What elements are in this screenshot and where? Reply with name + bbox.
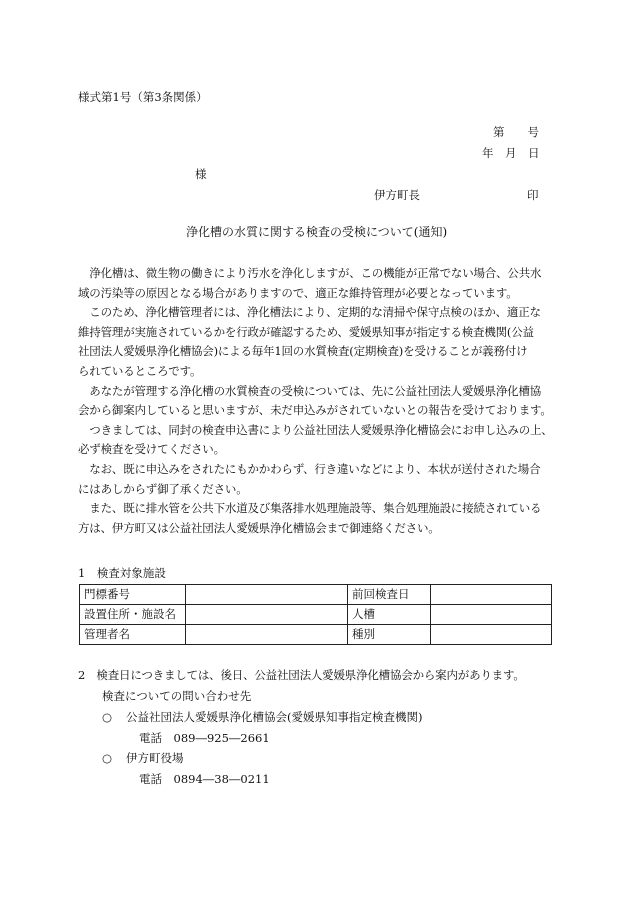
section1-heading: 1 検査対象施設: [78, 566, 166, 580]
body-line: 域の汚染等の原因となる場合がありますので、適正な維持管理が必要となっています。: [78, 285, 518, 300]
body-line: 必ず検査を受けてください。: [78, 442, 225, 457]
contact-name: 公益社団法人愛媛県浄化槽協会(愛媛県知事指定検査機関): [126, 710, 423, 724]
body-line: 浄化槽は、微生物の働きにより汚水を浄化しますが、この機能が正常でない場合、公共水: [78, 266, 542, 280]
document-date: 年 月 日: [482, 146, 540, 160]
section2-heading: 2 検査日につきましては、後日、公益社団法人愛媛県浄化槽協会から案内があります。: [78, 668, 525, 682]
body-line: なお、既に申込みをされたにもかかわらず、行き違いなどにより、本状が送付された場合: [78, 461, 541, 476]
body-line: 会から御案内していると思いますが、未だ申込みがされていないとの報告を受けております。: [78, 403, 552, 418]
contact-bullet: ○: [102, 710, 113, 724]
facility-table: [79, 584, 552, 645]
table-row: [80, 585, 552, 605]
body-line: 方は、伊方町又は公益社団法人愛媛県浄化槽協会まで御連絡ください。: [78, 520, 440, 535]
table-label: 門標番号: [80, 585, 186, 605]
table-label: 設置住所・施設名: [80, 605, 186, 625]
table-label: 人槽: [348, 605, 431, 625]
document-number: 第 号: [493, 125, 539, 139]
table-value: [431, 605, 552, 625]
addressee-suffix: 様: [195, 167, 207, 181]
body-line: あなたが管理する浄化槽の水質検査の受検については、先に公益社団法人愛媛県浄化槽協: [78, 383, 542, 398]
sender-name: 伊方町長: [374, 188, 420, 202]
body-line: にはあしからず御了承ください。: [78, 481, 248, 496]
table-label: 種別: [348, 625, 431, 645]
table-row: [80, 625, 552, 645]
body-line: られているところです。: [78, 363, 202, 378]
form-id: 様式第1号（第3条関係）: [78, 90, 208, 104]
body-line: 社団法人愛媛県浄化槽協会)による毎年1回の水質検査(定期検査)を受けることが義務付け: [78, 344, 528, 359]
body-line: また、既に排水管を公共下水道及び集落排水処理施設等、集合処理施設に接続されている: [78, 501, 542, 516]
seal-mark: 印: [527, 188, 539, 202]
contact-bullet: ○: [102, 751, 113, 765]
table-label: 管理者名: [80, 625, 186, 645]
body-line: つきましては、同封の検査申込書により公益社団法人愛媛県浄化槽協会にお申し込みの上、: [78, 422, 553, 437]
inquiry-heading: 検査についての問い合わせ先: [102, 689, 252, 703]
body-line: このため、浄化槽管理者には、浄化槽法により、定期的な清掃や保守点検のほか、適正な: [78, 305, 541, 320]
table-value: [186, 605, 348, 625]
contact-name: 伊方町役場: [126, 751, 184, 765]
contact-phone: 電話 089―925―2661: [139, 731, 270, 745]
table-label: 前回検査日: [348, 585, 431, 605]
table-row: [80, 605, 552, 625]
table-value: [186, 585, 348, 605]
contact-phone: 電話 0894―38―0211: [139, 772, 270, 786]
body-line: 維持管理が実施されているかを行政が確認するため、愛媛県知事が指定する検査機関(公益: [78, 324, 534, 339]
body-text: [78, 264, 554, 538]
table-value: [431, 585, 552, 605]
table-value: [186, 625, 348, 645]
table-value: [431, 625, 552, 645]
document-title: 浄化槽の水質に関する検査の受検について(通知): [186, 225, 448, 239]
